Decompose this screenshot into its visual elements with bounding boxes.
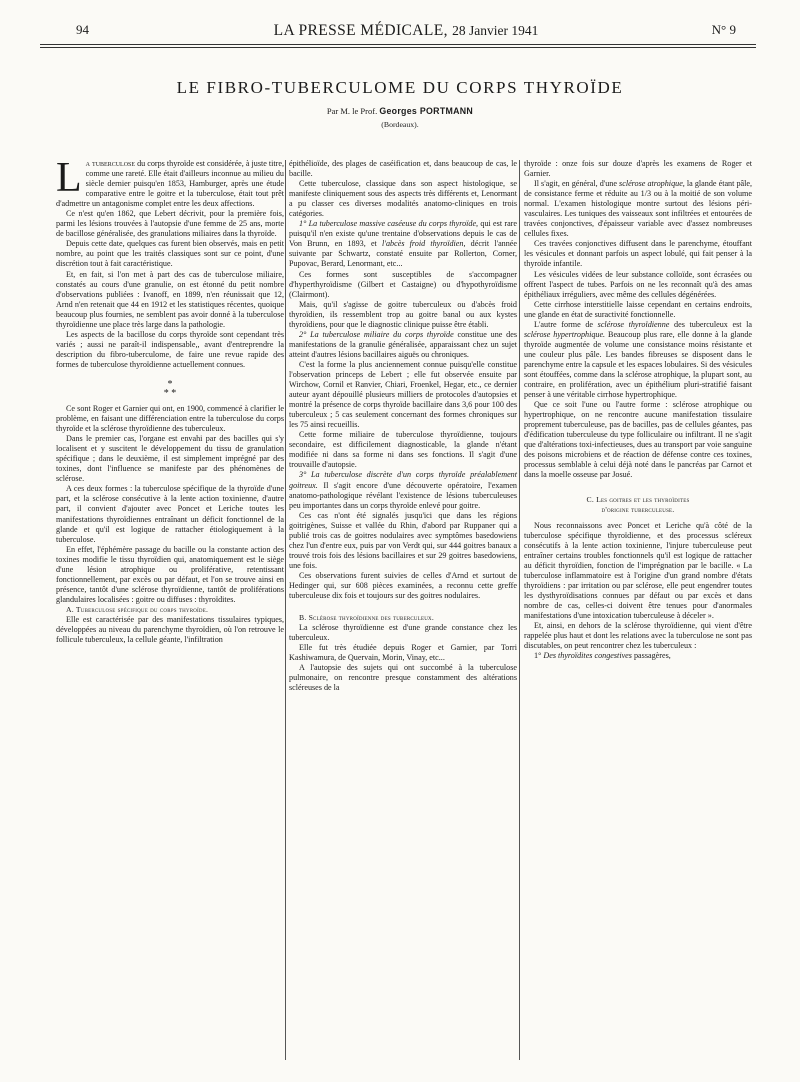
paragraph: Cette tuberculose, classique dans son aspect histologique, se manifeste cliniquement sous des aspects très différents et, Lenormant a pu classer ces diverses modalités anatomo-cliniques en trois catégories.: [289, 179, 517, 219]
paragraph: Depuis cette date, quelques cas furent bien observés, mais en petit nombre, au point que les traités classiques sont sur ce point, d'une discrétion tout à fait caractéristique.: [56, 239, 284, 269]
paragraph: Et, ainsi, en dehors de la sclérose thyroïdienne, qui vient d'être rappelée plus haut et dont les relations avec la tuberculose ne sont pas discutables, on peut rencontrer chez les tuberculeux :: [524, 621, 752, 651]
paragraph: A l'autopsie des sujets qui ont succombé à la tuberculose pulmonaire, on rencontre presque constamment des altérations scléreuses de la: [289, 663, 517, 693]
paragraph: [524, 651, 752, 661]
paragraph: Les aspects de la bacillose du corps thyroïde sont cependant très variés ; aussi ne paraît-il indispensable,, avant d'entreprendre la description du fibro-tuberculome, de faire une revue rapide des formes de tuberculose thyroïdienne actuellement connues.: [56, 329, 284, 369]
separator-star: *: [167, 378, 173, 390]
paragraph: [524, 179, 752, 239]
journal-name: LA PRESSE MÉDICALE,: [273, 22, 448, 39]
issue-number: N° 9: [711, 22, 736, 37]
paragraph-text: Il s'agit encore d'une découverte opératoire, l'examen anatomo-pathologique révélant l'existence de lésions tuberculeuses peu importantes dans un corps thyroïde enlevé pour goitre.: [289, 480, 517, 510]
section-heading-line: d'origine tuberculeuse.: [601, 504, 675, 514]
paragraph: thyroïde : onze fois sur douze d'après les examens de Roger et Garnier.: [524, 159, 752, 179]
paragraph: Nous reconnaissons avec Poncet et Leriche qu'à côté de la tuberculose spécifique thyroïdienne, et des processus scléreux consécutifs à la lente action toxinienne, l'injure tuberculeuse peut entraîner certains troubles fonctionnels qu'il est logique de rattacher au déficit thyroïdien, fonction de l'imprégnation par le bacille. « La tuberculose inflammatoire est à l'origine d'un grand nombre d'états thyroïdiens : par irritation ou par sclérose, elle peut engendrer toutes les dysthyroïdisations connues par défaut ou par excès et dans nombre de cas, celles-ci doivent être tenues pour d'anormales manifestations d'une intoxication tuberculeuse à déceler ».: [524, 520, 752, 621]
paragraph: Ces cas n'ont été signalés jusqu'ici que dans les régions goitrigènes, Suisse et vallée du Rhin, d'abord par Ruppaner qui a publié trois cas de goitres nodulaires avec symptômes basedowiens chez l'un d'entre eux, puis par von Verdt qui, sur 444 goitres banaux a trouvé trois fois des lésions bacillaires et sur 29 goitres basedowiens, une fois.: [289, 510, 517, 570]
paragraph: Dans le premier cas, l'organe est envahi par des bacilles qui s'y localisent et y suscitent le développement du tissu de granulation spécifique ; dans le deuxième, il est simplement imprégné par des toxines, dont l'influence se manifeste par des phénomènes de sclérose.: [56, 434, 284, 484]
paragraph-text: des tuberculeux est la: [674, 319, 753, 329]
paragraph: [524, 320, 752, 400]
emphasis: l'abcès froid thyroïdien,: [382, 239, 466, 249]
paragraph: Et, en fait, si l'on met à part des cas de tuberculose miliaire, constatés au cours d'une granulie, on est étonné du petit nombre d'observations publiées : Ivanoff, en 1899, n'en réunissait que 12, Arnd n'en retenait que 44 en 1912 et les statistiques récentes, quoique beaucoup plus fournies, ne semblent pas avoir donné à la tuberculose thyroïdienne une place très large dans la pathologie.: [56, 269, 284, 329]
paragraph: Elle fut très étudiée depuis Roger et Garnier, par Torri Kashiwamura, de Quervain, Morin, Vinay, etc...: [289, 643, 517, 663]
section-heading-line: C. Les goitres et les thyroïdites: [586, 494, 690, 504]
running-header: [76, 22, 736, 42]
paragraph: [289, 330, 517, 360]
section-separator: [56, 380, 284, 398]
page-number: 94: [76, 22, 89, 37]
paragraph: [56, 155, 284, 209]
section-heading-a: A. Tuberculose spécifique du corps thyroïde.: [66, 604, 209, 614]
paragraph: Cette forme miliaire de tuberculose thyroïdienne, toujours secondaire, est difficilement diagnosticable, la glande n'étant modifiée ni dans sa forme ni dans ses fonctions. Il s'agit d'une trouvaille d'autopsie.: [289, 430, 517, 470]
paragraph: En effet, l'éphémère passage du bacille ou la constante action des toxines modifie le tissu thyroïdien qui, anatomiquement est le siège d'une lésion atrophique ou proliférative, retentissant fonctionnellement, par excès ou par défaut, et l'on se trouve ainsi en présence, tantôt d'une sclérose thyroïdienne, tantôt de proliférations glandulaires localisées : goitre ou diffuses : thyroïdites.: [56, 544, 284, 604]
paragraph-text: Beaucoup plus rare, elle donne à la glande thyroïde augmentée de volume une consistance moins résistante et une couleur plus pâle. Les bandes fibreuses se disposent dans le parenchyme entre la capsule et les espaces lobulaires. Si des vésicules sont étouffées, comme dans la sclérose atrophique, la plupart sont, au contraire, en prolifération, avec un épithélium pluri-stratifié faisant penser à une véritable cirrhose hypertrophique.: [524, 329, 752, 400]
column-2: [289, 159, 517, 693]
byline-prefix: Par M. le Prof.: [326, 106, 378, 116]
paragraph: Ces travées conjonctives diffusent dans le parenchyme, étouffant les vésicules et donnant parfois un aspect lobulé, qui fait penser à la thyroïde infantile.: [524, 239, 752, 269]
emphasis: 3° La tuberculose discrète d'un corps thyroïde préalablement goitreux.: [289, 470, 517, 490]
paragraph: [289, 470, 517, 510]
column-rule: [285, 160, 286, 1060]
paragraph: Que ce soit l'une ou l'autre forme : sclérose atrophique ou hypertrophique, on ne rencontre aucune manifestation tissulaire proprement tuberculeuse, pas de bacilles, pas de cellules géantes, pas d'édification tuberculeuse du type folliculaire ou infiltrant. Il ne s'agit que d'altérations toxi-infectieuses, dues au transport par voie sanguine des poisons microbiens et de réaction de défense contre ces toxines, processus semblable à celui déjà noté dans le pancréas par Carnot et dans la moelle osseuse par Josué.: [524, 400, 752, 480]
column-1: [56, 155, 284, 645]
paragraph-text: L'autre forme de: [534, 319, 594, 329]
paragraph: A ces deux formes : la tuberculose spécifique de la thyroïde d'une part, et la sclérose consécutive à la lente action toxinienne, d'autre part, il convient d'ajouter avec Poncet et Leriche toutes les manifestations thyroïdiennes entraînant un déficit fonctionnel de la glande et qu'il est logique de rattacher étiologiquement à la tuberculose.: [56, 484, 284, 544]
paragraph: C'est la forme la plus anciennement connue puisqu'elle constitue l'observation princeps de Lebert ; elle fut observée ensuite par Wirchow, Cornil et Ranvier, Chiari, Froenkel, Hegar, etc., ce dernier auteur ayant dépouillé plusieurs milliers de protocoles d'autopsies et montré la présence de corps thyroïde bacillaire dans 3,6 pour 100 des tuberculeux ; 5 cas seulement concernant des formes chroniques sur les 75 ainsi recueillis.: [289, 359, 517, 430]
lead-words: a tuberculose: [85, 159, 136, 168]
header-rule: [40, 44, 756, 45]
paragraph: Les vésicules vidées de leur substance colloïde, sont écrasées ou offrent l'aspect de tubes. Parfois on ne les reconnaît qu'à des amas épithéliaux irréguliers, avec même des cellules dégénérées.: [524, 269, 752, 299]
paragraph-text: constitue une des manifestations de la granulie généralisée, apparaissant chez un sujet atteint d'autres lésions bacillaires aiguës ou chroniques.: [289, 329, 517, 359]
section-heading-b: B. Sclérose thyroïdienne des tuberculeux.: [299, 613, 434, 623]
emphasis: Des thyroïdites congestives: [543, 651, 632, 661]
paragraph-text: Il s'agit, en général, d'une: [534, 179, 617, 189]
paragraph: Ces observations furent suivies de celles d'Arnd et surtout de Hedinger qui, sur 608 pièces examinées, a reconnu cette greffe tuberculeuse dix fois et toujours sur des goitres nodulaires.: [289, 570, 517, 601]
paragraph-text: décrit l'année suivante par Schwartz, constaté ensuite par Rollerton, Corner, Pupovac, Berard, Lenormant, etc...: [289, 239, 518, 269]
paragraph: Ces formes sont susceptibles de s'accompagner d'hyperthyroïdisme (Gilbert et Castaigne) ou d'hypothyroïdisme (Clairmont).: [289, 269, 517, 299]
paragraph-text: la glande étant pâle, de consistance ferme et réduite au 1/3 ou à la moitié de son volume normal. L'examen histologique montre surtout des lésions péri-vasculaires. Les tuniques des vaisseaux sont infiltrées et entourées de travées conjonctives, d'épaisseur variable avec d'assez nombreuses cellules fixes.: [524, 179, 753, 239]
emphasis: sclérose atrophique,: [619, 179, 685, 189]
article-title: LE FIBRO-TUBERCULOME DU CORPS THYROÏDE: [176, 78, 624, 97]
emphasis: sclérose hypertrophique.: [524, 329, 606, 339]
separator-stars: * *: [163, 387, 177, 399]
emphasis: 1° La tuberculose massive caséeuse du corps thyroïde,: [299, 219, 479, 229]
list-number: 1°: [534, 651, 542, 661]
byline: [60, 106, 740, 116]
drop-cap: L: [56, 155, 82, 201]
paragraph: La sclérose thyroïdienne est d'une grande constance chez les tuberculeux.: [289, 623, 517, 643]
header-rule-thin: [40, 47, 756, 48]
paragraph-text: du corps thyroïde est considérée, à juste titre, comme une rareté. Elle était d'ailleurs inconnue au milieu du siècle dernier puisqu'en 1853, Hamburger, après une étude comparative entre le goitre et la tuberculose, était tout prêt d'admettre un antagonisme complet entre les deux affections.: [56, 159, 284, 209]
journal-title: [76, 22, 736, 40]
column-3: [524, 159, 752, 661]
author-name: Georges PORTMANN: [379, 106, 474, 116]
paragraph-text: qui est rare puisqu'il n'en existe qu'une trentaine d'observations depuis le cas de Von Brunn, en 1893, et: [289, 219, 517, 249]
paragraph: Mais, qu'il s'agisse de goitre tuberculeux ou d'abcès froid thyroïdien, ils ressemblent trop au goitre banal ou aux kystes thyroïdiens, pour que le diagnostic clinique puisse être établi.: [289, 299, 517, 329]
issue-date: 28 Janvier 1941: [452, 23, 539, 38]
section-heading-c: [524, 495, 752, 515]
paragraph: épithélioïde, des plages de caséification et, dans beaucoup de cas, le bacille.: [289, 159, 517, 179]
paragraph: Elle est caractérisée par des manifestations tissulaires typiques, développées au niveau du parenchyme thyroïdien, où l'on retrouve le follicule tuberculeux, la cellule géante, l'infiltration: [56, 614, 284, 645]
paragraph-text: passagères,: [633, 651, 671, 661]
paragraph: Ce n'est qu'en 1862, que Lebert décrivit, pour la première fois, parmi les lésions trouvées à l'autopsie d'une femme de 25 ans, morte de bacillose généralisée, des granulations miliaires dans la thyroïde.: [56, 209, 284, 239]
emphasis: sclérose thyroïdienne: [597, 319, 670, 329]
author-origin: (Bordeaux).: [381, 120, 419, 129]
paragraph: Cette cirrhose interstitielle laisse cependant en certains endroits, une glande en état de suractivité fonctionnelle.: [524, 299, 752, 319]
emphasis: 2° La tuberculose miliaire du corps thyroïde: [299, 329, 454, 339]
column-rule: [519, 160, 520, 1060]
paragraph: [289, 219, 517, 269]
paragraph: Ce sont Roger et Garnier qui ont, en 1900, commencé à clarifier le problème, en faisant une différenciation entre la tuberculose du corps thyroïde et la sclérose thyroïdienne des tuberculeux.: [56, 403, 284, 434]
